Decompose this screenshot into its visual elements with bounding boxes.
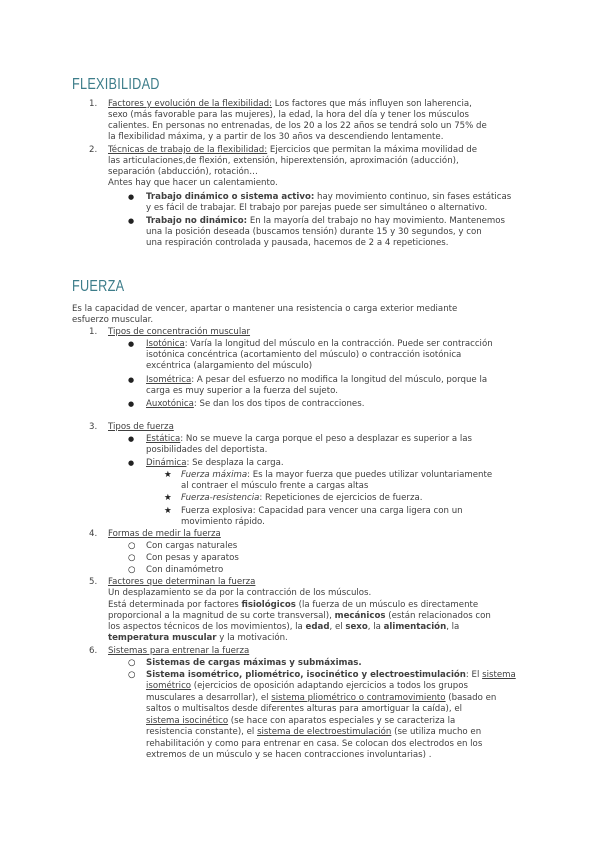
paragraph-line: Un desplazamiento se da por la contracción de los músculos.	[108, 588, 372, 598]
paragraph-line: Es la capacidad de vencer, apartar o mantener una resistencia o carga exterior mediante	[72, 304, 458, 314]
paragraph-line: posibilidades del deportista.	[146, 445, 268, 455]
bullet-icon: ●	[128, 376, 135, 384]
bullet-heading: Trabajo no dinámico:	[146, 216, 248, 226]
paragraph-line: Con cargas naturales	[146, 541, 238, 551]
text-span: temperatura muscular	[108, 633, 217, 643]
sub-bullet-heading: Fuerza máxima	[181, 470, 248, 480]
text-span: musculares a desarrollar), el	[146, 693, 272, 703]
item-heading: Factores y evolución de la flexibilidad:	[108, 99, 273, 109]
circle-icon: ○	[128, 541, 136, 551]
paragraph-line: sexo (más favorable para las mujeres), la edad, la hora del día y tener los músculos	[108, 110, 470, 120]
text-span: : Es la mayor fuerza que puedes utilizar voluntariamente	[247, 470, 493, 480]
paragraph-line	[181, 470, 492, 481]
paragraph-line: las articulaciones,de flexión, extensión, hiperextensión, aproximación (aducción),	[108, 156, 459, 166]
text-span: (se hace con aparatos especiales y se caracteriza la	[228, 716, 456, 726]
text-span: edad	[305, 622, 330, 632]
item-heading: Tipos de fuerza	[108, 422, 174, 432]
paragraph-line: separación (abducción), rotación…	[108, 167, 258, 177]
text-span: proporcional a la magnitud de su corte transversal),	[108, 611, 335, 621]
text-span: fisiológicos	[241, 600, 296, 610]
text-span: , la	[446, 622, 460, 632]
item-heading: Formas de medir la fuerza	[108, 529, 221, 539]
text-span: , la	[367, 622, 384, 632]
paragraph-line: esfuerzo muscular.	[72, 315, 154, 325]
bullet-heading: Isométrica	[146, 375, 192, 385]
text-span: : Se dan los dos tipos de contracciones.	[193, 399, 365, 409]
paragraph-line	[146, 192, 511, 203]
text-span: Está determinada por factores	[108, 600, 242, 610]
text-span: (se utiliza mucho en	[391, 727, 482, 737]
text-span: : Varía la longitud del músculo en la contracción. Puede ser contracción	[184, 339, 493, 349]
section-title-fuerza: FUERZA	[72, 278, 125, 295]
text-span: isométrico	[146, 681, 192, 691]
paragraph-line: rehabilitación y como para entrenar en casa. Se colocan dos electrodos en los	[146, 739, 483, 749]
paragraph-line: Sistemas de cargas máximas y submáximas.	[146, 658, 362, 668]
paragraph-line: movimiento rápido.	[181, 517, 265, 527]
text-span: : Se desplaza la carga.	[186, 458, 284, 468]
text-span: sistema isocinético	[146, 716, 229, 726]
list-number: 5.	[89, 577, 98, 587]
paragraph-line	[146, 458, 284, 469]
text-span: , el	[329, 622, 346, 632]
star-icon: ★	[164, 493, 172, 503]
paragraph-line: la flexibilidad máxima, y a partir de los 30 años va descendiendo lentamente.	[108, 132, 444, 142]
section-title-flexibilidad: FLEXIBILIDAD	[72, 76, 160, 93]
paragraph-line: saltos o multisaltos desde diferentes alturas para amortiguar la caída), el	[146, 704, 463, 714]
item-heading: Factores que determinan la fuerza	[108, 577, 256, 587]
text-span: : A pesar del esfuerzo no modifica la longitud del músculo, porque la	[191, 375, 488, 385]
paragraph-line	[146, 693, 496, 704]
bullet-heading: Estática	[146, 434, 181, 444]
paragraph-line: carga es muy superior a la fuerza del sujeto.	[146, 386, 338, 396]
list-number: 1.	[89, 99, 98, 109]
text-span: Los factores que más influyen son laherencia,	[272, 99, 472, 109]
paragraph-line	[146, 434, 472, 445]
paragraph-line	[146, 339, 493, 350]
bullet-icon: ●	[128, 340, 135, 348]
text-span: (ejercicios de oposición adaptando ejercicios a todos los grupos	[191, 681, 468, 691]
paragraph-line	[108, 633, 288, 644]
list-number: 2.	[89, 145, 98, 155]
paragraph-line	[181, 506, 463, 517]
bullet-heading: Auxotónica	[146, 399, 194, 409]
list-number: 4.	[89, 529, 98, 539]
text-span: sexo	[345, 622, 368, 632]
text-span: : Repeticiones de ejercicios de fuerza.	[259, 493, 423, 503]
paragraph-line: Con pesas y aparatos	[146, 553, 239, 563]
bullet-icon: ●	[128, 400, 135, 408]
text-span: Sistema isométrico, pliométrico, isocinético y electroestimulación	[146, 670, 466, 680]
list-number: 1.	[89, 327, 98, 337]
bullet-icon: ●	[128, 217, 135, 225]
text-span: sistema pliométrico o contramovimiento	[271, 693, 446, 703]
paragraph-line	[108, 611, 491, 622]
text-span: los aspectos técnicos de los movimientos), la	[108, 622, 306, 632]
star-icon: ★	[164, 506, 172, 516]
text-span: : El	[465, 670, 483, 680]
paragraph-line: una la posición deseada (buscamos tensión) durante 15 y 30 segundos, y con	[146, 227, 482, 237]
text-span: (están relacionados con	[385, 611, 491, 621]
bullet-heading: Dinámica	[146, 458, 187, 468]
paragraph-line	[146, 681, 468, 692]
text-span: mecánicos	[334, 611, 386, 621]
paragraph-line: una respiración controlada y pausada, hacemos de 2 a 4 repeticiones.	[146, 238, 449, 248]
paragraph-line: extremos de un músculo y se hacen contracciones involuntarias) .	[146, 750, 432, 760]
item-heading: Sistemas para entrenar la fuerza	[108, 646, 250, 656]
text-span: y la motivación.	[216, 633, 288, 643]
star-icon: ★	[164, 470, 172, 480]
paragraph-line: excéntrica (alargamiento del músculo)	[146, 361, 313, 371]
paragraph-line: isotónica concéntrica (acortamiento del músculo) o contracción isotónica	[146, 350, 462, 360]
circle-icon: ○	[128, 565, 136, 575]
paragraph-line	[146, 716, 455, 727]
paragraph-line	[146, 670, 516, 681]
item-heading: Técnicas de trabajo de la flexibilidad:	[108, 145, 268, 155]
circle-icon: ○	[128, 658, 136, 668]
paragraph-line	[146, 216, 505, 227]
text-span: Ejercicios que permitan la máxima movilidad de	[267, 145, 478, 155]
text-span: En la mayoría del trabajo no hay movimiento. Mantenemos	[247, 216, 506, 226]
bullet-icon: ●	[128, 459, 135, 467]
paragraph-line	[108, 600, 478, 611]
bullet-icon: ●	[128, 435, 135, 443]
bullet-heading: Trabajo dinámico o sistema activo:	[146, 192, 315, 202]
paragraph-line	[108, 145, 477, 156]
text-span: alimentación	[383, 622, 447, 632]
paragraph-line: Con dinamómetro	[146, 565, 224, 575]
circle-icon: ○	[128, 553, 136, 563]
paragraph-line: y es fácil de trabajar. El trabajo por parejas puede ser simultáneo o alternativo.	[146, 203, 488, 213]
paragraph-line: Antes hay que hacer un calentamiento.	[108, 178, 278, 188]
text-span: : No se mueve la carga porque el peso a desplazar es superior a las	[180, 434, 472, 444]
paragraph-line	[108, 622, 459, 633]
paragraph-line: al contraer el músculo frente a cargas altas	[181, 481, 369, 491]
paragraph-line	[181, 493, 422, 504]
paragraph-line	[108, 99, 472, 110]
sub-bullet-heading: Fuerza-resistencia	[181, 493, 260, 503]
paragraph-line	[146, 399, 364, 410]
text-span: resistencia constante), el	[146, 727, 258, 737]
paragraph-line	[146, 727, 481, 738]
text-span: sistema	[482, 670, 516, 680]
list-number: 6.	[89, 646, 98, 656]
paragraph-line	[146, 375, 487, 386]
text-span: (basado en	[445, 693, 497, 703]
bullet-heading: Isotónica	[146, 339, 185, 349]
circle-icon: ○	[128, 670, 136, 680]
text-span: hay movimiento continuo, sin fases estáticas	[314, 192, 512, 202]
paragraph-line: calientes. En personas no entrenadas, de los 20 a los 22 años se tendrá solo un 75% de	[108, 121, 487, 131]
bullet-icon: ●	[128, 193, 135, 201]
text-span: (la fuerza de un músculo es directamente	[295, 600, 479, 610]
text-span: : Capacidad para vencer una carga ligera con un	[252, 506, 463, 516]
sub-bullet-heading: Fuerza explosiva	[181, 506, 253, 516]
item-heading: Tipos de concentración muscular	[108, 327, 251, 337]
text-span: sistema de electroestimulación	[257, 727, 392, 737]
list-number: 3.	[89, 422, 98, 432]
